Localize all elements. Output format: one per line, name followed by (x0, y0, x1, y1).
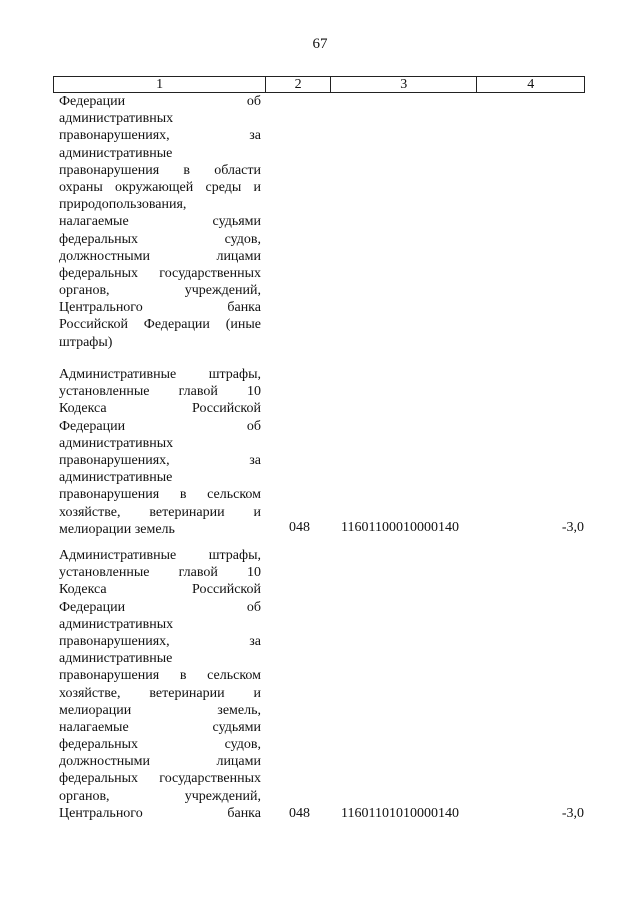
text-line: Центрального банка (59, 300, 261, 316)
page-number: 67 (312, 36, 328, 52)
text-line: правонарушения в сельском (59, 487, 261, 503)
text-line: хозяйстве, ветеринарии и (59, 685, 261, 701)
text-line: административные (59, 651, 173, 667)
text-line: охраны окружающей среды и (59, 179, 261, 195)
text-line: федеральных государственных (59, 771, 261, 787)
text-line: Российской Федерации (иные (59, 317, 261, 333)
table-header-col-3: 3 (331, 77, 477, 92)
text-line: должностными лицами (59, 248, 261, 264)
text-line: административные (59, 470, 173, 486)
text-line: природопользования, (59, 197, 187, 213)
table-header-col-2: 2 (266, 77, 331, 92)
text-line: правонарушениях, за (59, 128, 261, 144)
text-line: Федерации об (59, 418, 261, 434)
text-line: Центрального банка (59, 805, 261, 821)
text-line: административных (59, 616, 174, 632)
table-row-2-amount: -3,0 (561, 520, 584, 535)
text-line: федеральных государственных (59, 265, 261, 281)
text-line: правонарушения в области (59, 162, 261, 178)
text-line: Кодекса Российской (59, 401, 261, 417)
text-line: органов, учреждений, (59, 788, 261, 804)
table-row-3-description (59, 547, 261, 822)
text-line: правонарушениях, за (59, 633, 261, 649)
text-line: федеральных судов, (59, 231, 261, 247)
table-row-2-budget-code: 11601100010000140 (341, 520, 459, 535)
text-line: Административные штрафы, (59, 367, 261, 382)
text-line: должностными лицами (59, 754, 261, 770)
text-line: административных (59, 435, 174, 451)
text-line: федеральных судов, (59, 737, 261, 753)
text-line: Административные штрафы, (59, 548, 261, 563)
text-line: штрафы) (59, 334, 113, 350)
table-row-3-budget-code: 11601101010000140 (341, 806, 459, 821)
table-header-col-4: 4 (527, 77, 535, 92)
table-row-1-description (59, 93, 261, 351)
table-header-col-1: 1 (54, 77, 266, 92)
text-line: административные (59, 145, 173, 161)
table-header-row (53, 76, 585, 93)
text-line: Кодекса Российской (59, 582, 261, 598)
text-line: Федерации об (59, 599, 261, 615)
text-line: мелиорации земель (59, 521, 175, 537)
table-row-3-org-code: 048 (289, 806, 310, 821)
table-row-2-description (59, 366, 261, 538)
table-row-3-amount: -3,0 (561, 806, 584, 821)
text-line: налагаемые судьями (59, 214, 261, 230)
text-line: установленные главой 10 (59, 565, 261, 581)
text-line: правонарушениях, за (59, 452, 261, 468)
table-row-2-org-code: 048 (289, 520, 310, 535)
text-line: установленные главой 10 (59, 384, 261, 400)
text-line: органов, учреждений, (59, 283, 261, 299)
text-line: правонарушения в сельском (59, 668, 261, 684)
text-line: Федерации об (59, 94, 261, 109)
text-line: административных (59, 111, 174, 127)
text-line: мелиорации земель, (59, 702, 261, 718)
text-line: налагаемые судьями (59, 719, 261, 735)
text-line: хозяйстве, ветеринарии и (59, 504, 261, 520)
